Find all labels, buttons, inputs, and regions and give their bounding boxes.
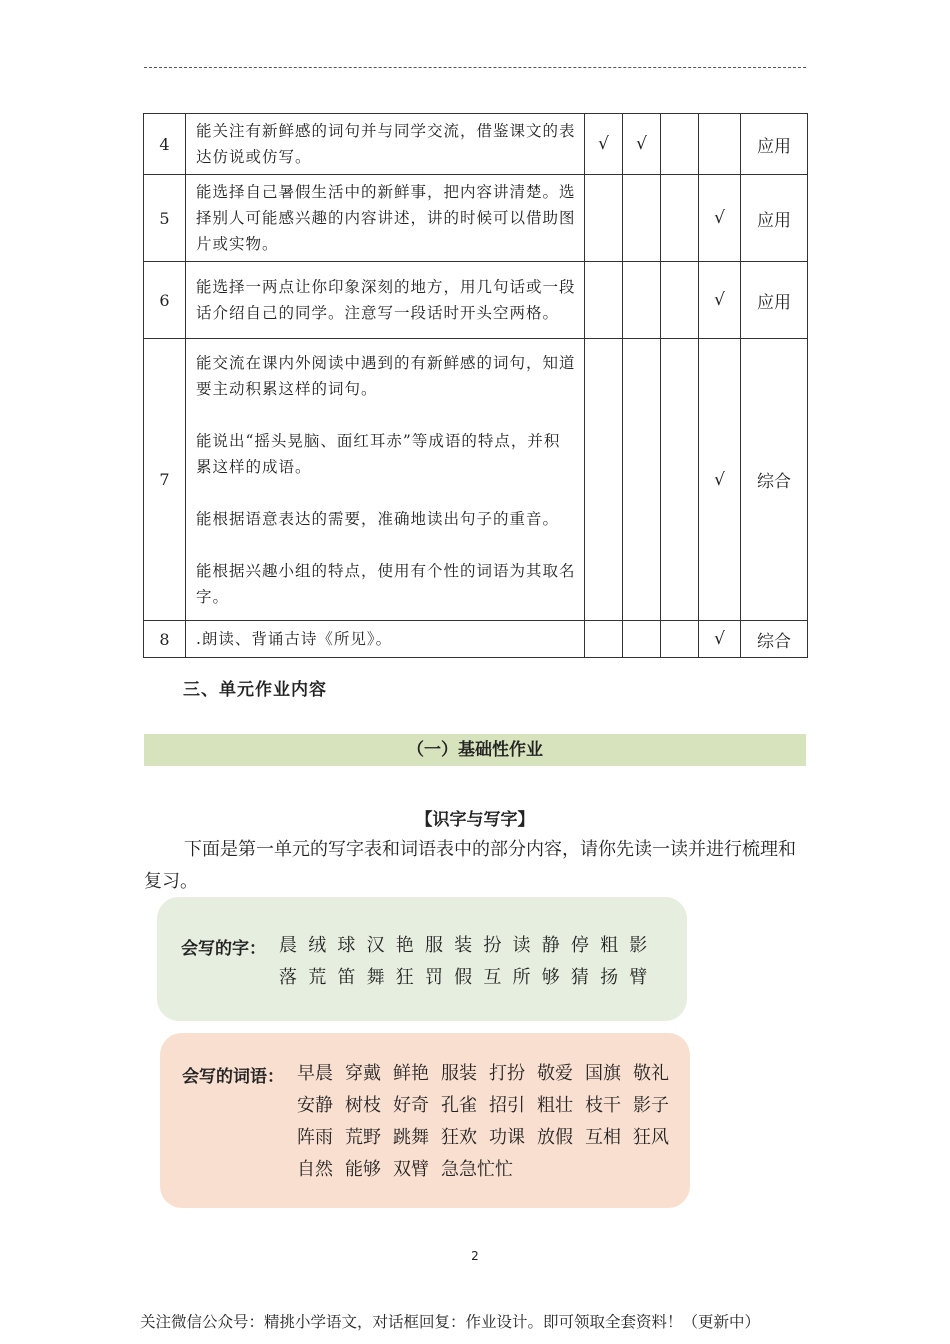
level-cell: 应用 (741, 262, 808, 339)
page-number: 2 (471, 1249, 479, 1263)
check-cell (585, 175, 623, 262)
word-item: 敬爱 (537, 1063, 573, 1084)
description-paragraph: 能根据语意表达的需要，准确地读出句子的重音。 (196, 509, 560, 528)
description-paragraph: 能选择自己暑假生活中的新鲜事，把内容讲清楚。选择别人可能感兴趣的内容讲述，讲的时候可以借助图片或实物。 (196, 183, 576, 253)
character-item: 停 (570, 935, 589, 956)
character-item: 够 (541, 967, 560, 988)
character-item: 互 (483, 967, 502, 988)
header-rule (144, 67, 806, 68)
row-description (186, 262, 585, 339)
assignment-band: （一）基础性作业 (144, 734, 806, 766)
word-item: 国旗 (585, 1063, 621, 1084)
row-number: 5 (144, 175, 186, 262)
level-cell: 应用 (741, 114, 808, 175)
objectives-table (143, 113, 808, 658)
word-item: 自然 (297, 1159, 333, 1180)
check-cell: √ (699, 175, 741, 262)
character-item: 扬 (600, 967, 619, 988)
character-item: 粗 (600, 935, 619, 956)
character-item: 笛 (337, 967, 356, 988)
word-item: 能够 (345, 1159, 381, 1180)
character-item: 所 (512, 967, 531, 988)
check-cell (585, 262, 623, 339)
check-cell (623, 339, 661, 621)
word-item: 敬礼 (633, 1063, 669, 1084)
word-item: 打扮 (489, 1063, 525, 1084)
row-description (186, 175, 585, 262)
word-item: 阵雨 (297, 1127, 333, 1148)
check-cell (699, 114, 741, 175)
character-item: 假 (454, 967, 473, 988)
words-line (297, 1122, 687, 1154)
check-cell: √ (699, 262, 741, 339)
characters-line (279, 962, 679, 994)
character-item: 猜 (570, 967, 589, 988)
characters-box (157, 897, 687, 1021)
check-cell (585, 621, 623, 658)
description-paragraph: 能说出“摇头晃脑、面红耳赤”等成语的特点，并积累这样的成语。 (196, 431, 561, 476)
character-item: 装 (454, 935, 473, 956)
description-paragraph: 能交流在课内外阅读中遇到的有新鲜感的词句，知道要主动积累这样的词句。 (196, 353, 576, 398)
character-item: 狂 (395, 967, 414, 988)
character-item: 绒 (308, 935, 327, 956)
word-item: 早晨 (297, 1063, 333, 1084)
word-item: 枝干 (585, 1095, 621, 1116)
check-cell (661, 621, 699, 658)
word-item: 鲜艳 (393, 1063, 429, 1084)
word-item: 安静 (297, 1095, 333, 1116)
word-item: 狂欢 (441, 1127, 477, 1148)
word-item: 穿戴 (345, 1063, 381, 1084)
description-paragraph: 能选择一两点让你印象深刻的地方，用几句话或一段话介绍自己的同学。注意写一段话时开头空两格。 (196, 278, 576, 322)
row-number: 7 (144, 339, 186, 621)
character-item: 臂 (629, 967, 648, 988)
row-description (186, 339, 585, 621)
level-cell: 应用 (741, 175, 808, 262)
characters-label: 会写的字： (181, 939, 266, 959)
row-number: 4 (144, 114, 186, 175)
word-item: 影子 (633, 1095, 669, 1116)
check-cell (623, 621, 661, 658)
character-item: 荒 (308, 967, 327, 988)
character-item: 汉 (366, 935, 385, 956)
word-item: 急急忙忙 (441, 1159, 513, 1180)
word-item: 粗壮 (537, 1095, 573, 1116)
words-line (297, 1154, 687, 1186)
table-row (144, 262, 808, 339)
table-row (144, 114, 808, 175)
character-item: 读 (512, 935, 531, 956)
check-cell (623, 262, 661, 339)
word-item: 招引 (489, 1095, 525, 1116)
level-cell: 综合 (741, 339, 808, 621)
subsection-title: 【识字与写字】 (415, 810, 535, 830)
check-cell (661, 339, 699, 621)
check-cell: √ (623, 114, 661, 175)
characters-line (279, 930, 679, 962)
description-paragraph: 能根据兴趣小组的特点，使用有个性的词语为其取名字。 (196, 561, 576, 606)
word-item: 服装 (441, 1063, 477, 1084)
section-title: 三、单元作业内容 (183, 680, 327, 700)
words-line (297, 1058, 687, 1090)
character-item: 静 (541, 935, 560, 956)
table-row (144, 621, 808, 658)
check-cell: √ (699, 621, 741, 658)
word-item: 放假 (537, 1127, 573, 1148)
character-item: 晨 (279, 935, 297, 956)
row-description (186, 114, 585, 175)
character-item: 艳 (395, 935, 414, 956)
check-cell: √ (699, 339, 741, 621)
word-item: 孔雀 (441, 1095, 477, 1116)
character-item: 扮 (483, 935, 502, 956)
character-item: 罚 (424, 967, 443, 988)
words-label: 会写的词语： (182, 1067, 284, 1087)
characters-list (279, 930, 679, 994)
row-number: 8 (144, 621, 186, 658)
character-item: 落 (279, 967, 297, 988)
description-paragraph: 能关注有新鲜感的词句并与同学交流，借鉴课文的表达仿说或仿写。 (196, 122, 576, 166)
word-item: 树枝 (345, 1095, 381, 1116)
check-cell (661, 114, 699, 175)
check-cell (623, 175, 661, 262)
level-cell: 综合 (741, 621, 808, 658)
check-cell (661, 175, 699, 262)
intro-paragraph: 下面是第一单元的写字表和词语表中的部分内容，请你先读一读并进行梳理和复习。 (144, 839, 796, 892)
word-item: 功课 (489, 1127, 525, 1148)
word-item: 双臂 (393, 1159, 429, 1180)
character-item: 舞 (366, 967, 385, 988)
table-row (144, 175, 808, 262)
word-item: 互相 (585, 1127, 621, 1148)
character-item: 服 (424, 935, 443, 956)
row-description (186, 621, 585, 658)
words-box (160, 1033, 690, 1208)
check-cell: √ (585, 114, 623, 175)
word-item: 好奇 (393, 1095, 429, 1116)
word-item: 狂风 (633, 1127, 669, 1148)
word-item: 跳舞 (393, 1127, 429, 1148)
character-item: 影 (629, 935, 648, 956)
words-list (297, 1058, 687, 1186)
word-item: 荒野 (345, 1127, 381, 1148)
character-item: 球 (337, 935, 356, 956)
footer-note: 关注微信公众号：精挑小学语文，对话框回复：作业设计。即可领取全套资料！（更新中） (140, 1313, 761, 1331)
check-cell (661, 262, 699, 339)
table-row (144, 339, 808, 621)
description-paragraph: .朗读、背诵古诗《所见》。 (196, 630, 393, 648)
words-line (297, 1090, 687, 1122)
row-number: 6 (144, 262, 186, 339)
check-cell (585, 339, 623, 621)
